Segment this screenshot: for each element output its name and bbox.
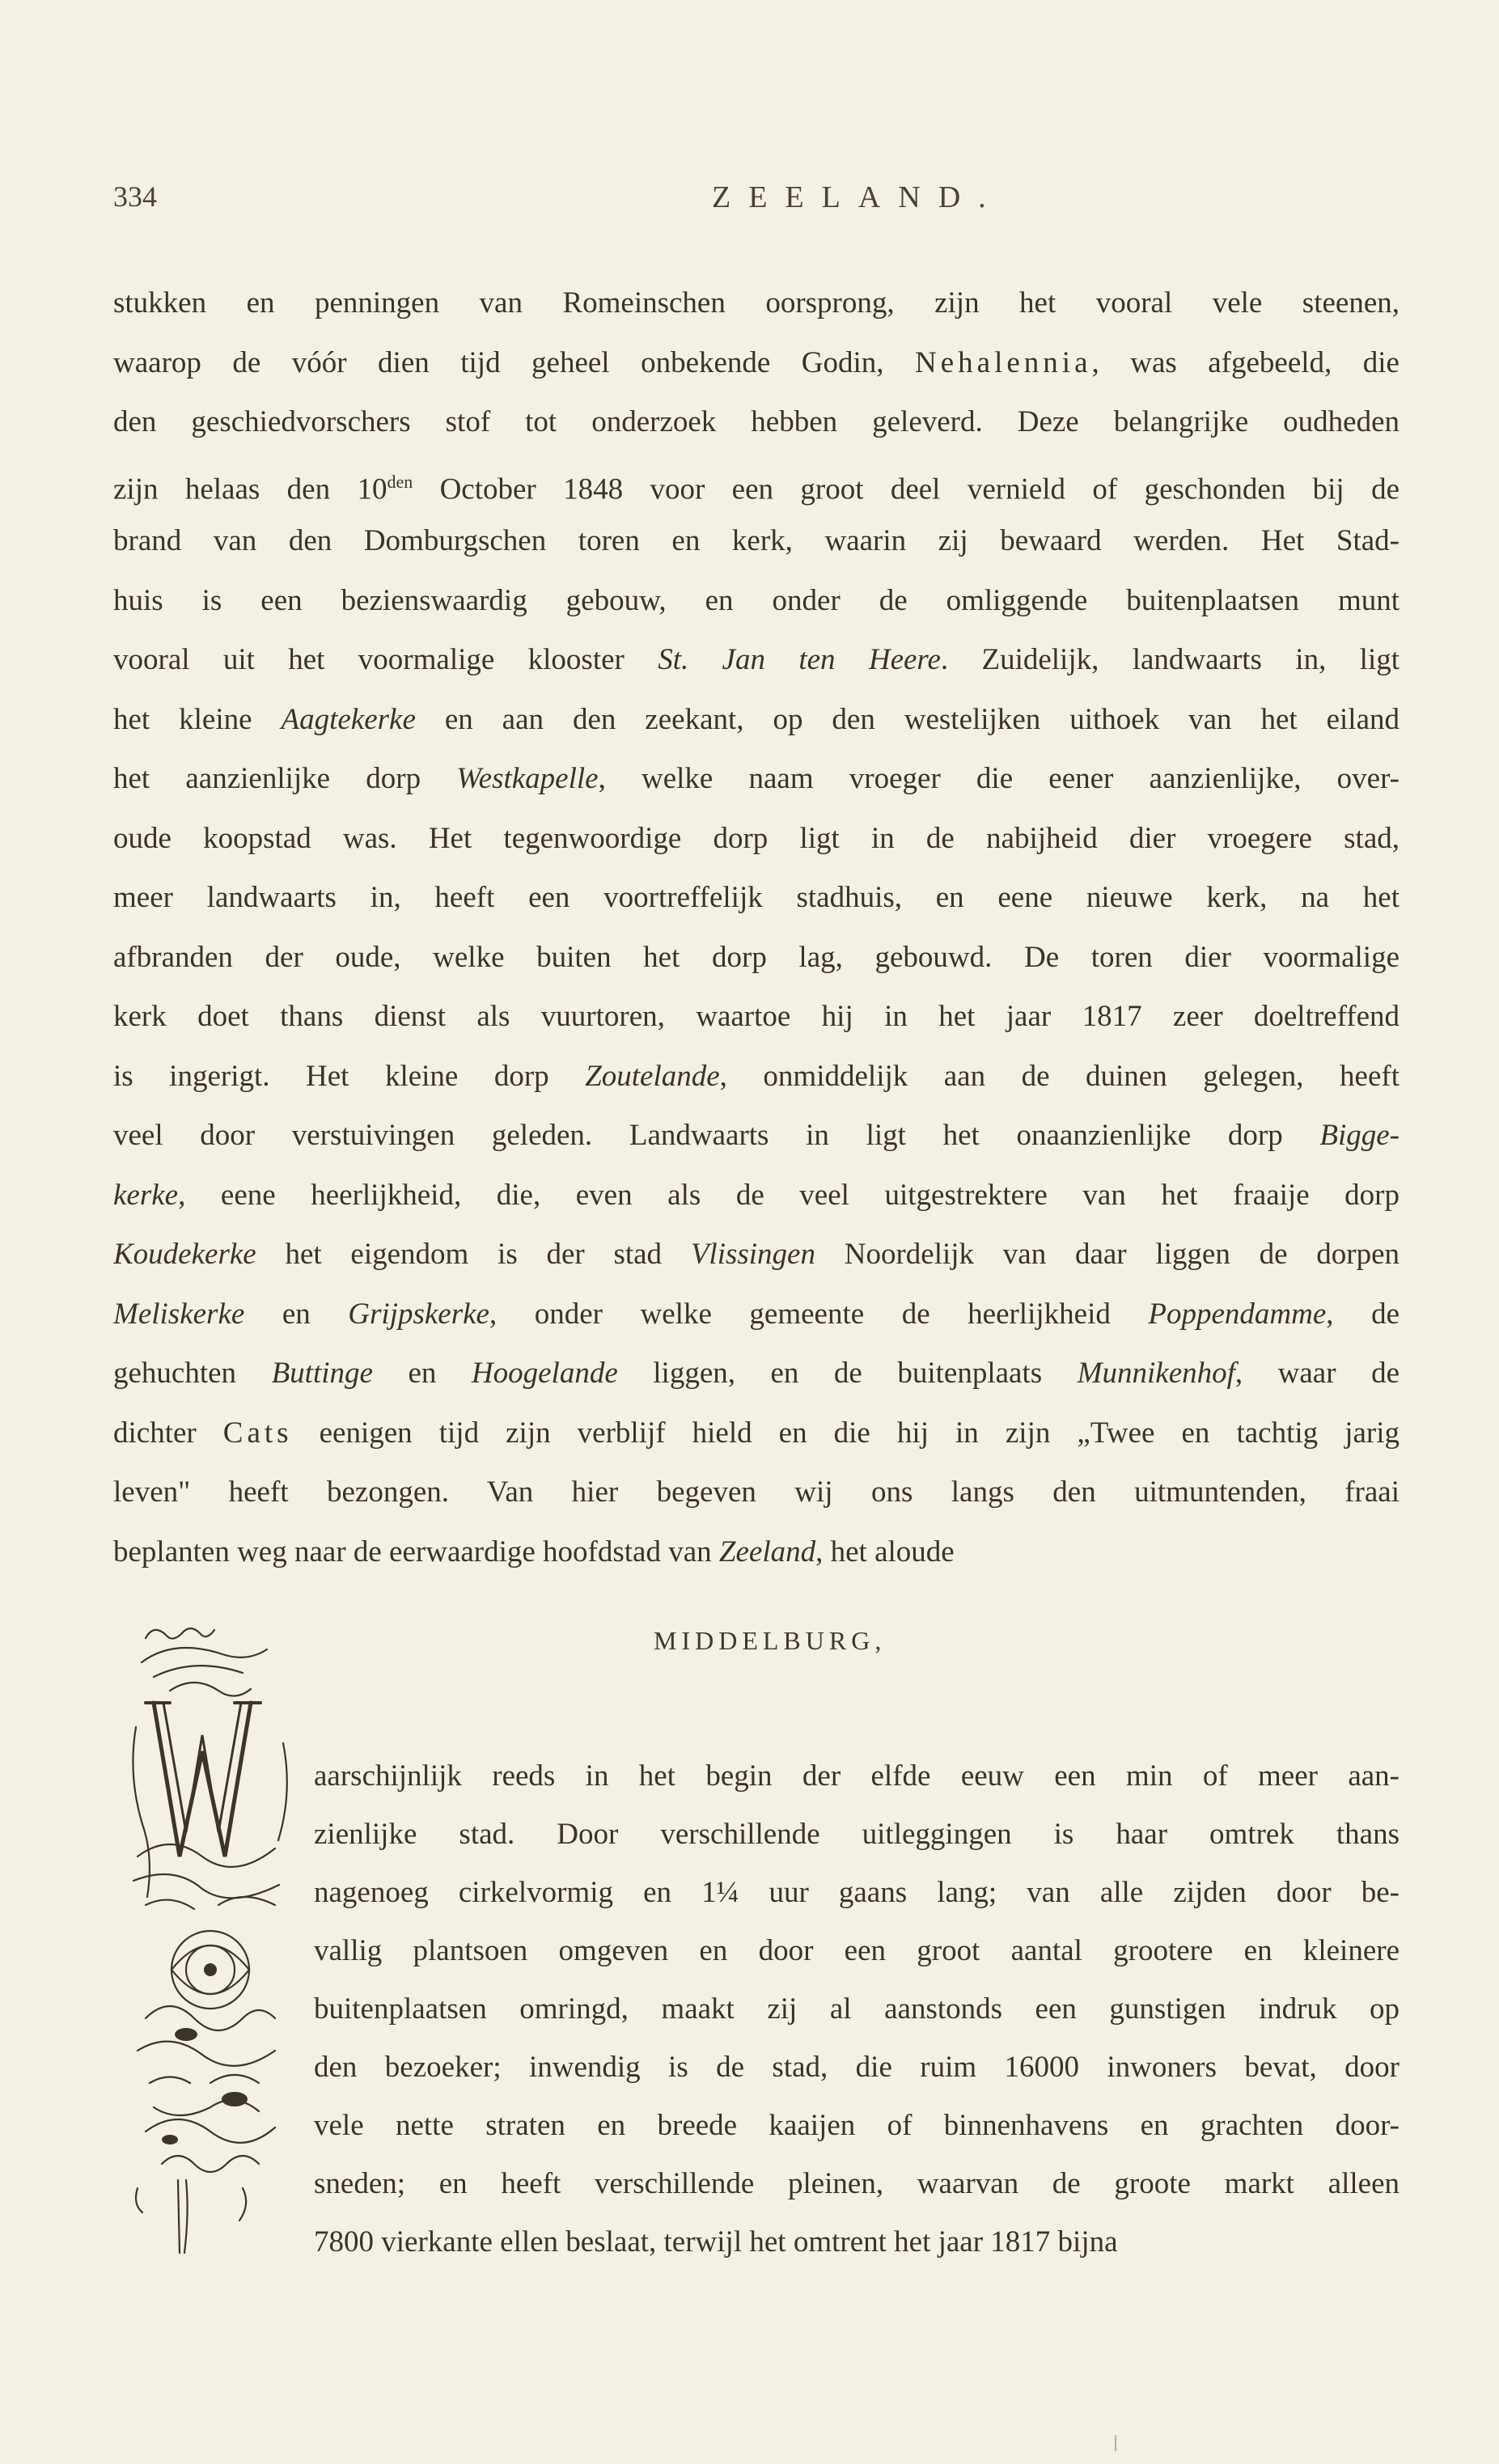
text-run: aarschijnlijk reeds in het begin der elfde eeuw een min of meer aan-: [314, 1759, 1399, 1793]
text-run: liggen, en de buitenplaats: [617, 1357, 1078, 1390]
text-line: [314, 2039, 1399, 2097]
text-run: dichter: [113, 1416, 223, 1450]
text-run: , het aloude: [815, 1535, 955, 1569]
place-name: St. Jan ten Heere: [658, 643, 941, 676]
text-run: beplanten weg naar de eerwaardige hoofdstad van: [113, 1535, 719, 1569]
place-name: Poppendamme: [1148, 1297, 1327, 1331]
decorated-initial-w-icon: [121, 1614, 299, 2261]
text-run: zijn helaas den 10: [113, 472, 387, 506]
section-title-middelburg: MIDDELBURG,: [654, 1626, 887, 1655]
text-line: [113, 1106, 1399, 1166]
text-run: sneden; en heeft verschillende pleinen, waarvan de groote markt alleen: [314, 2167, 1399, 2200]
place-name: Aagtekerke: [281, 702, 416, 736]
text-run: is ingerigt. Het kleine dorp: [113, 1059, 586, 1093]
paragraph-2: [314, 1747, 1399, 2271]
text-line: [113, 868, 1399, 928]
text-run: veel door verstuivingen geleden. Landwaarts in ligt het onaanzienlijke dorp: [113, 1119, 1320, 1152]
text-run: den geschiedvorschers stof tot onderzoek hebben geleverd. Deze belangrijke oudheden: [113, 405, 1399, 438]
text-run: buitenplaatsen omringd, maakt zij al aanstonds een gunstigen indruk op: [314, 1992, 1399, 2026]
text-line: [113, 1166, 1399, 1226]
text-line: [113, 1344, 1399, 1403]
place-name: Grijpskerke: [348, 1297, 489, 1331]
text-run: . Zuidelijk, landwaarts in, ligt: [940, 643, 1399, 676]
text-line: [113, 987, 1399, 1047]
text-line: [113, 511, 1399, 571]
text-run: vele nette straten en breede kaaijen of binnenhavens en grachten door-: [314, 2109, 1399, 2142]
text-run: 7800 vierkante ellen beslaat, terwijl het omtrent het jaar 1817 bijna: [314, 2225, 1118, 2259]
text-line: [314, 1980, 1399, 2039]
spaced-name: Nehalennia: [915, 345, 1092, 379]
text-line: [314, 1922, 1399, 1980]
text-run: afbranden der oude, welke buiten het dorp lag, gebouwd. De toren dier voormalige: [113, 940, 1399, 974]
paragraph-1: [113, 273, 1399, 1581]
text-run: en aan den zeekant, op den westelijken uithoek van het eiland: [415, 702, 1399, 736]
text-run: stukken en penningen van Romeinschen oorsprong, zijn het vooral vele steenen,: [113, 286, 1399, 320]
text-run: , eene heerlijkheid, die, even als de veel uitgestrektere van het fraaije dorp: [178, 1178, 1399, 1212]
text-run: Noordelijk van daar liggen de dorpen: [815, 1238, 1399, 1271]
ordinal-suffix: den: [387, 471, 413, 492]
text-line: [113, 452, 1399, 512]
text-run: , was afgebeeld, die: [1091, 345, 1399, 379]
text-line: [113, 928, 1399, 988]
text-line: [113, 392, 1399, 452]
text-line: [314, 1747, 1399, 1806]
running-head: [113, 180, 1399, 220]
text-run: eenigen tijd zijn verblijf hield en die hij in zijn „Twee en tachtig jarig: [292, 1416, 1399, 1450]
place-name: kerke: [113, 1178, 179, 1212]
text-run: het kleine: [113, 702, 282, 736]
text-line: [113, 1047, 1399, 1107]
place-name: Meliskerke: [113, 1297, 245, 1331]
text-line: [113, 749, 1399, 809]
text-run: October 1848 voor een groot deel vernield of geschonden bij de: [413, 472, 1399, 506]
running-title: ZEELAND.: [712, 180, 1004, 214]
page-number: 334: [113, 180, 157, 213]
text-run: , onder welke gemeente de heerlijkheid: [489, 1297, 1149, 1331]
place-name: Hoogelande: [471, 1357, 618, 1390]
text-line: [314, 1864, 1399, 1922]
text-run: en: [372, 1357, 472, 1390]
place-name: Koudekerke: [113, 1238, 256, 1271]
text-line: [314, 2097, 1399, 2155]
text-line: [113, 1463, 1399, 1522]
text-run: vooral uit het voormalige klooster: [113, 643, 658, 676]
text-run: den bezoeker; inwendig is de stad, die ruim 16000 inwoners bevat, door: [314, 2051, 1399, 2084]
text-line: [314, 2213, 1399, 2271]
text-run: , onmiddelijk aan de duinen gelegen, heeft: [719, 1059, 1399, 1093]
place-name: Westkapelle: [456, 762, 599, 795]
text-run: zienlijke stad. Door verschillende uitleggingen is haar omtrek thans: [314, 1818, 1399, 1851]
text-run: , welke naam vroeger die eener aanzienlijke, over-: [598, 762, 1399, 795]
text-run: vallig plantsoen omgeven en door een groot aantal grootere en kleinere: [314, 1934, 1399, 1967]
place-name: Zeeland: [718, 1535, 816, 1569]
text-run: kerk doet thans dienst als vuurtoren, waartoe hij in het jaar 1817 zeer doeltreffend: [113, 1000, 1399, 1033]
text-run: brand van den Domburgschen toren en kerk, waarin zij bewaard werden. Het Stad-: [113, 524, 1399, 557]
text-line: [113, 1522, 1399, 1582]
text-line: [113, 571, 1399, 631]
text-line: [113, 333, 1399, 393]
spaced-name: Cats: [222, 1416, 293, 1450]
text-run: , waar de: [1234, 1357, 1399, 1390]
text-run: meer landwaarts in, heeft een voortreffelijk stadhuis, en eene nieuwe kerk, na het: [113, 881, 1399, 914]
page-mark: [1115, 2435, 1116, 2451]
place-name: Vlissingen: [690, 1238, 815, 1271]
text-line: [113, 809, 1399, 869]
text-run: gehuchten: [113, 1357, 272, 1390]
text-run: oude koopstad was. Het tegenwoordige dorp ligt in de nabijheid dier vroegere stad,: [113, 821, 1399, 855]
text-line: [113, 690, 1399, 750]
text-run: het aanzienlijke dorp: [113, 762, 457, 795]
text-run: , de: [1326, 1297, 1399, 1331]
place-name: Munnikenhof: [1077, 1357, 1235, 1390]
text-run: huis is een bezienswaardig gebouw, en onder de omliggende buitenplaatsen munt: [113, 583, 1399, 617]
text-run: het eigendom is der stad: [256, 1238, 691, 1271]
text-run: waarop de vóór dien tijd geheel onbekende Godin,: [113, 345, 916, 379]
text-line: [113, 630, 1399, 690]
text-line: [314, 2155, 1399, 2213]
text-line: [113, 273, 1399, 333]
place-name: Buttinge: [271, 1357, 373, 1390]
text-line: [314, 1806, 1399, 1864]
text-run: leven" heeft bezongen. Van hier begeven wij ons langs den uitmuntenden, fraai: [113, 1475, 1399, 1509]
place-name: Bigge-: [1319, 1119, 1399, 1152]
text-line: [113, 1285, 1399, 1344]
text-run: en: [244, 1297, 349, 1331]
text-run: nagenoeg cirkelvormig en 1¼ uur gaans lang; van alle zijden door be-: [314, 1876, 1399, 1909]
text-line: [113, 1225, 1399, 1285]
text-line: [113, 1403, 1399, 1463]
place-name: Zoutelande: [585, 1059, 720, 1093]
